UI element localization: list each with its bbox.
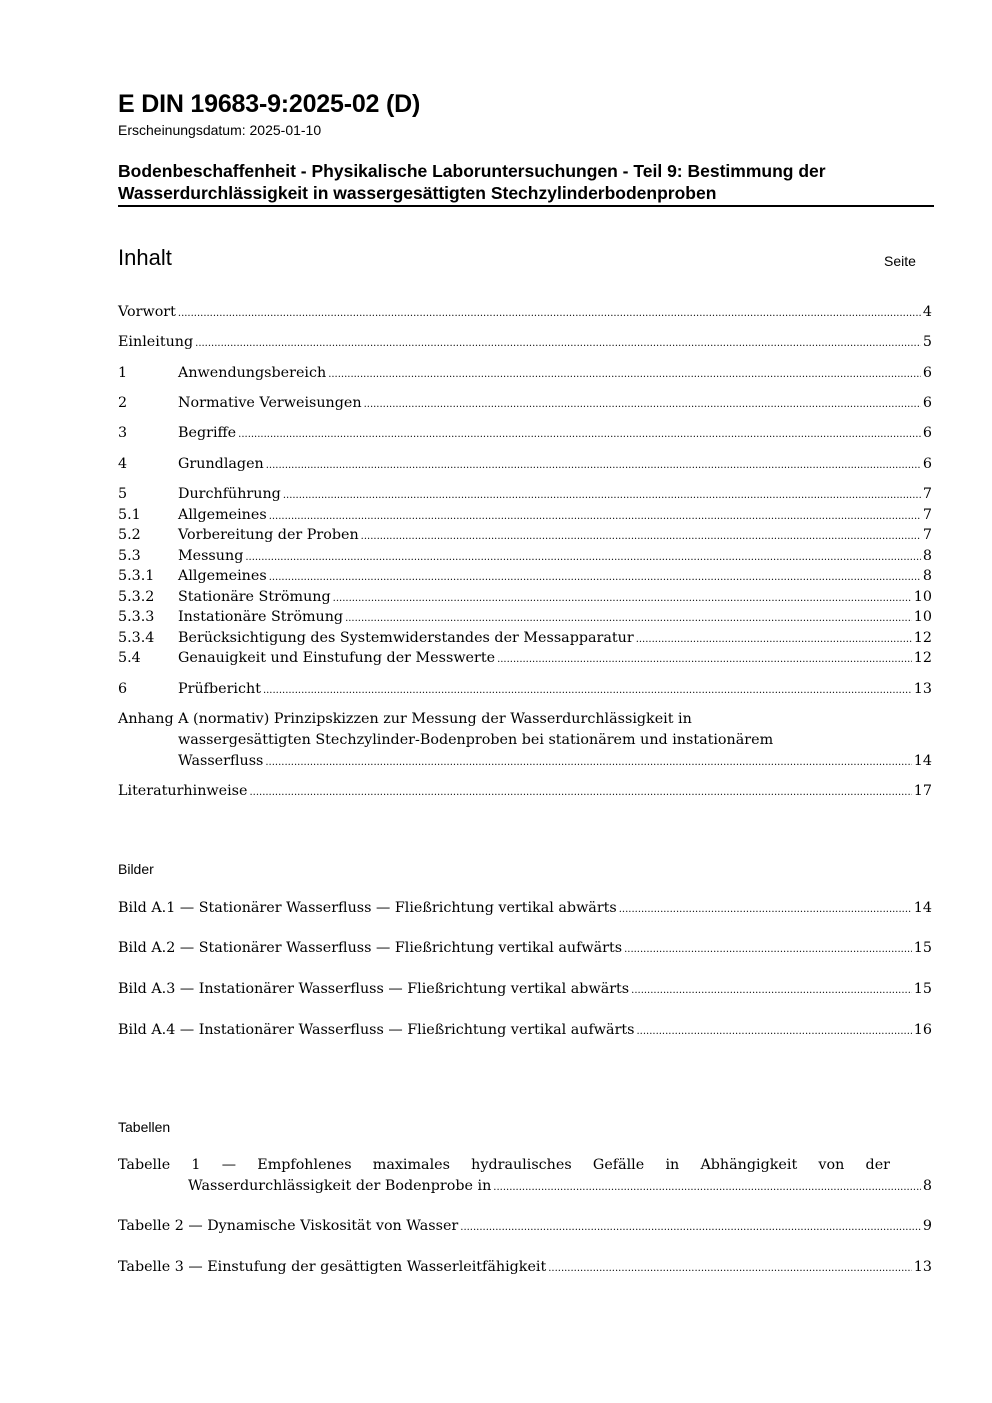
annex-line-2: wassergesättigten Stechzylinder-Bodenproben bei stationärem und instationärem	[178, 732, 774, 748]
toc-entry[interactable]	[118, 648, 932, 669]
leader-dots	[195, 332, 921, 353]
toc-entry[interactable]	[118, 607, 932, 628]
leader-dots	[637, 1020, 912, 1041]
annex-line-1: Anhang A (normativ) Prinzipskizzen zur Messung der Wasserdurchlässigkeit in	[118, 711, 692, 727]
leader-dots	[269, 505, 921, 526]
toc-entry[interactable]	[118, 505, 932, 526]
toc-entry-number: 5.3.4	[118, 630, 155, 646]
toc-entry-text: Begriffe	[178, 425, 237, 441]
toc-entry-number: 5	[118, 486, 128, 502]
table-entry-page: 8	[922, 1178, 932, 1194]
toc-entry[interactable]	[118, 454, 932, 475]
toc-entry-number: 5.1	[118, 507, 141, 523]
leader-dots	[624, 938, 912, 959]
toc-entry-page: 17	[913, 783, 932, 799]
toc-entry-number: 2	[118, 395, 128, 411]
title-line-1: Bodenbeschaffenheit - Physikalische Laboruntersuchungen - Teil 9: Bestimmung der	[118, 161, 826, 181]
table-entry-page: 13	[913, 1259, 932, 1275]
toc-entry[interactable]	[118, 628, 932, 649]
toc-entry-page: 4	[922, 304, 932, 320]
table-entry-line-2-text: Wasserdurchlässigkeit der Bodenprobe in	[188, 1178, 492, 1194]
publication-date: Erscheinungsdatum: 2025-01-10	[118, 122, 322, 138]
toc-entry-text: Durchführung	[178, 486, 281, 502]
toc-entry-page: 12	[913, 650, 932, 666]
leader-dots	[345, 607, 912, 628]
leader-dots	[619, 898, 912, 919]
figure-entry-text: Bild A.4 — Instationärer Wasserfluss — Fließrichtung vertikal aufwärts	[118, 1022, 635, 1038]
title-line-2: Wasserdurchlässigkeit in wassergesättigten Stechzylinderbodenproben	[118, 183, 717, 203]
toc-entry[interactable]	[118, 525, 932, 546]
table-entry-line-1: Tabelle 1 — Empfohlenes maximales hydraulisches Gefälle in Abhängigkeit von der	[118, 1157, 890, 1173]
toc-entry[interactable]	[118, 546, 932, 567]
table-entry[interactable]	[118, 1155, 932, 1198]
leader-dots	[249, 781, 911, 802]
toc-entry-page: 13	[913, 681, 932, 697]
toc-entry[interactable]	[118, 566, 932, 587]
toc-entry-text: Einleitung	[118, 334, 194, 350]
table-entry[interactable]	[118, 1257, 932, 1278]
toc-entry-number: 5.3.3	[118, 609, 155, 625]
toc-entry[interactable]	[118, 423, 932, 444]
toc-entry[interactable]	[118, 393, 932, 414]
toc-entry-text: Stationäre Strömung	[178, 589, 331, 605]
table-entry-line-2	[118, 1176, 932, 1198]
tables-heading: Tabellen	[118, 1119, 171, 1135]
figure-entry[interactable]	[118, 898, 932, 919]
figure-entry-text: Bild A.1 — Stationärer Wasserfluss — Fließrichtung vertikal abwärts	[118, 900, 617, 916]
figure-entry-text: Bild A.3 — Instationärer Wasserfluss — Fließrichtung vertikal abwärts	[118, 981, 630, 997]
table-entry-page: 9	[922, 1218, 932, 1234]
figure-entry-page: 15	[913, 981, 932, 997]
table-entry[interactable]	[118, 1216, 932, 1237]
toc-entry-page: 8	[922, 568, 932, 584]
toc-entry-page: 8	[922, 548, 932, 564]
figures-heading: Bilder	[118, 861, 154, 877]
toc-entry[interactable]	[118, 587, 932, 608]
leader-dots	[460, 1216, 921, 1237]
title-divider	[118, 205, 934, 207]
leader-dots	[178, 302, 921, 323]
figure-entry[interactable]	[118, 1020, 932, 1041]
toc-entry-number: 6	[118, 681, 128, 697]
toc-entry-text: Normative Verweisungen	[178, 395, 362, 411]
leader-dots	[328, 363, 921, 384]
toc-entry[interactable]	[118, 302, 932, 323]
toc-entry-text: Allgemeines	[178, 568, 267, 584]
toc-entry-text: Literaturhinweise	[118, 783, 248, 799]
toc-entry-text: Berücksichtigung des Systemwiderstandes der Messapparatur	[178, 630, 634, 646]
leader-dots	[265, 751, 911, 773]
leader-dots	[361, 525, 921, 546]
figure-entry-page: 14	[913, 900, 932, 916]
toc-entry-page: 6	[922, 456, 932, 472]
toc-entry-page: 7	[922, 486, 932, 502]
leader-dots	[636, 628, 912, 649]
leader-dots	[333, 587, 912, 608]
toc-entry-number: 5.3.2	[118, 589, 155, 605]
table-entry-text: Tabelle 2 — Dynamische Viskosität von Wasser	[118, 1218, 459, 1234]
leader-dots	[497, 648, 912, 669]
toc-entry-page: 7	[922, 527, 932, 543]
toc-entry-text: Anwendungsbereich	[178, 365, 327, 381]
toc-entry[interactable]	[118, 679, 932, 700]
leader-dots	[263, 679, 912, 700]
toc-entry[interactable]	[118, 484, 932, 505]
figure-entry-text: Bild A.2 — Stationärer Wasserfluss — Fließrichtung vertikal aufwärts	[118, 940, 623, 956]
toc-entry[interactable]	[118, 332, 932, 353]
table-entry-text: Tabelle 3 — Einstufung der gesättigten Wasserleitfähigkeit	[118, 1259, 547, 1275]
toc-entry[interactable]	[118, 363, 932, 384]
leader-dots	[269, 566, 921, 587]
document-id: E DIN 19683-9:2025-02 (D)	[118, 90, 421, 118]
toc-entry-text: Messung	[178, 548, 244, 564]
toc-entry-number: 5.3	[118, 548, 141, 564]
leader-dots	[238, 423, 921, 444]
toc-annex-entry[interactable]	[118, 709, 932, 773]
toc-entry-text: Instationäre Strömung	[178, 609, 344, 625]
toc-entry-page: 6	[922, 425, 932, 441]
toc-entry-number: 4	[118, 456, 128, 472]
toc-heading: Inhalt	[118, 245, 172, 270]
toc-entry-number: 3	[118, 425, 128, 441]
toc-entry-text: Prüfbericht	[178, 681, 261, 697]
leader-dots	[245, 546, 921, 567]
toc-entry-text: Genauigkeit und Einstufung der Messwerte	[178, 650, 496, 666]
figure-entry-page: 16	[913, 1022, 932, 1038]
annex-line-3-text: Wasserfluss	[178, 753, 264, 769]
toc-entry-number: 1	[118, 365, 128, 381]
figure-entry[interactable]	[118, 938, 932, 959]
page-column-heading: Seite	[884, 253, 916, 269]
toc-entry-page: 6	[922, 365, 932, 381]
figure-entry[interactable]	[118, 979, 932, 1000]
toc-entry-number: 5.4	[118, 650, 141, 666]
toc-entry-page: 12	[913, 630, 932, 646]
toc-entry-text: Allgemeines	[178, 507, 267, 523]
toc-entry-page: 6	[922, 395, 932, 411]
leader-dots	[493, 1176, 921, 1198]
leader-dots	[548, 1257, 912, 1278]
leader-dots	[631, 979, 912, 1000]
toc-entry-page: 7	[922, 507, 932, 523]
toc-entry-text: Vorwort	[118, 304, 176, 320]
figure-entry-page: 15	[913, 940, 932, 956]
leader-dots	[266, 454, 921, 475]
annex-line-3	[118, 751, 932, 773]
toc-entry-page: 5	[922, 334, 932, 350]
toc-entry-bibliography[interactable]	[118, 781, 932, 802]
toc-entry-number: 5.2	[118, 527, 141, 543]
leader-dots	[364, 393, 921, 414]
toc-entry-page: 10	[913, 589, 932, 605]
document-title	[118, 160, 934, 204]
toc-entry-text: Grundlagen	[178, 456, 264, 472]
annex-page: 14	[913, 753, 932, 769]
toc-entry-number: 5.3.1	[118, 568, 155, 584]
toc-entry-text: Vorbereitung der Proben	[178, 527, 359, 543]
toc-entry-page: 10	[913, 609, 932, 625]
leader-dots	[283, 484, 921, 505]
